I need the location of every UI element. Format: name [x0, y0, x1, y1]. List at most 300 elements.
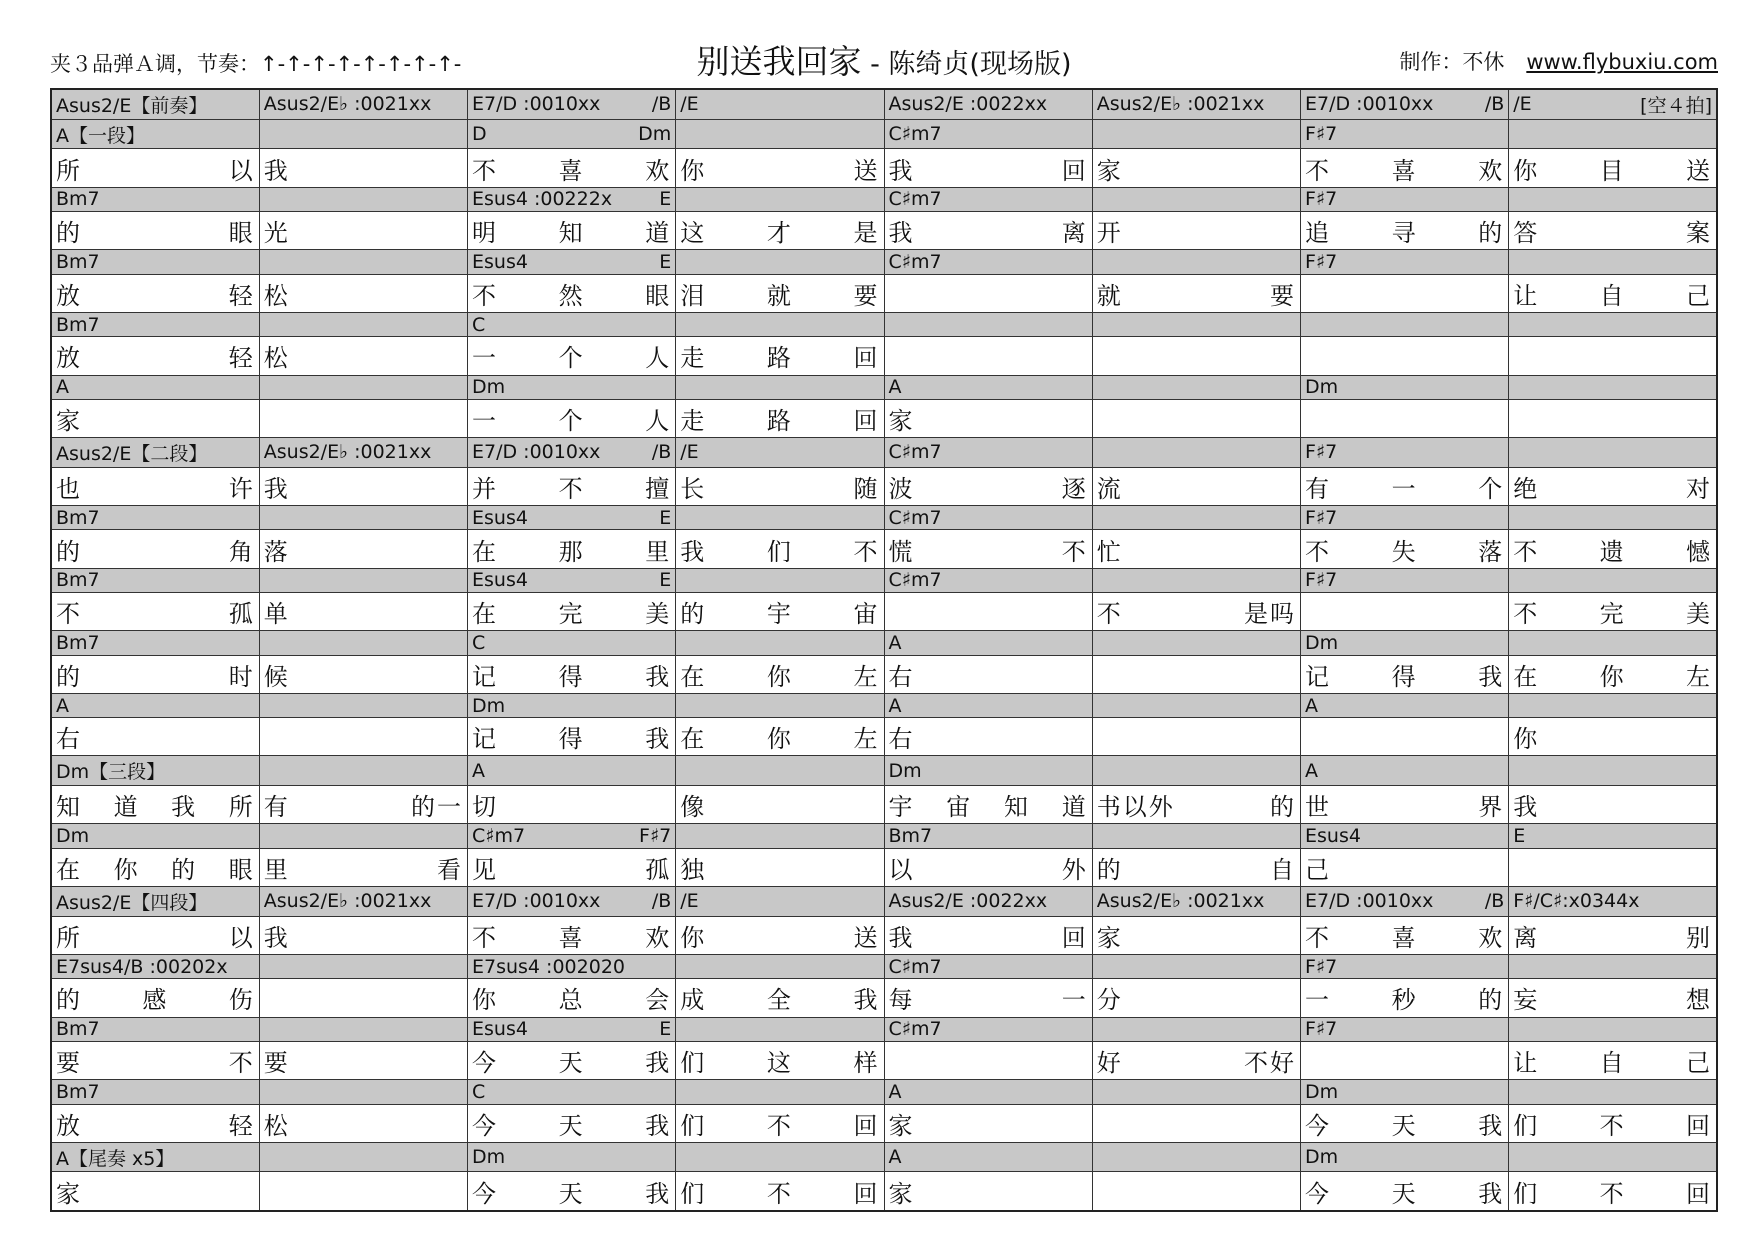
lyric-row: [51, 655, 1717, 693]
chord-symbol: /B: [1484, 890, 1505, 913]
chord-symbol: Asus2/E♭ :0021xx: [1096, 93, 1265, 116]
chord-cell: [468, 250, 676, 274]
chord-symbol: /B: [651, 890, 672, 913]
chord-cell: [468, 506, 676, 530]
chord-cell: [1092, 1142, 1300, 1172]
chord-symbol: A: [888, 1080, 902, 1103]
lyric-syllable: 个: [1478, 474, 1505, 503]
lyric-cell: [1509, 399, 1717, 437]
capo-text: 夹３品弹Ａ调，节奏：: [50, 52, 260, 76]
lyric-syllable: 孤: [228, 600, 255, 629]
lyric-cell: [1092, 467, 1300, 505]
lyric-cell: [468, 848, 676, 886]
chord-cell: [676, 89, 884, 119]
lyric-syllable: 的: [56, 662, 82, 691]
lyric-cell: [1509, 786, 1717, 824]
lyric-syllable: 绝: [1513, 474, 1540, 503]
lyric-syllable: 想: [1686, 986, 1712, 1015]
lyric-cell: [468, 1041, 676, 1079]
chord-cell: [51, 631, 259, 655]
lyric-cell: [1092, 979, 1300, 1017]
chord-symbol: F♯7: [1305, 569, 1338, 592]
website-link[interactable]: www.flybuxiu.com: [1526, 50, 1718, 74]
lyric-syllable: 回: [1061, 156, 1088, 185]
lyric-syllable: 书以外: [1096, 793, 1175, 822]
lyric-cell: [676, 786, 884, 824]
lyric-syllable: 我: [645, 1111, 672, 1140]
chord-symbol: Dm: [638, 123, 672, 146]
lyric-cell: [259, 848, 467, 886]
lyric-syllable: 要: [853, 281, 880, 310]
chord-symbol: A: [888, 376, 902, 399]
lyric-syllable: 左: [853, 662, 880, 691]
chord-symbol: Esus4: [472, 506, 528, 529]
chord-symbol: E: [659, 569, 672, 592]
chord-row: [51, 1080, 1717, 1104]
lyric-cell: [1092, 1172, 1300, 1211]
lyric-syllable: 送: [853, 923, 880, 952]
chord-symbol: F♯7: [1305, 955, 1338, 978]
lyric-syllable: 擅: [645, 474, 672, 503]
chord-row: [51, 438, 1717, 468]
lyric-syllable: 欢: [1478, 156, 1505, 185]
chord-cell: [1509, 506, 1717, 530]
lyric-syllable: 回: [853, 1179, 880, 1208]
lyric-cell: [259, 274, 467, 312]
lyric-syllable: 知: [1004, 793, 1030, 822]
chord-cell: [884, 954, 1092, 978]
chord-cell: [676, 1080, 884, 1104]
chord-cell: [1301, 954, 1509, 978]
chord-symbol: Dm: [56, 825, 90, 848]
lyric-syllable: 你: [472, 986, 498, 1015]
lyric-syllable: 会: [645, 986, 672, 1015]
lyric-syllable: 全: [766, 986, 793, 1015]
lyric-cell: [468, 655, 676, 693]
chord-cell: [1092, 954, 1300, 978]
lyric-syllable: 波: [888, 474, 915, 503]
lyric-syllable: 时: [228, 662, 255, 691]
lyric-cell: [1301, 655, 1509, 693]
chord-symbol: F♯7: [1305, 188, 1338, 211]
chord-cell: [51, 375, 259, 399]
lyric-cell: [259, 467, 467, 505]
lyric-syllable: 得: [558, 662, 585, 691]
chord-symbol: A【尾奏 x5】: [56, 1147, 175, 1170]
lyric-cell: [1509, 718, 1717, 756]
lyric-syllable: 长: [680, 474, 707, 503]
chord-symbol: C♯m7: [888, 955, 942, 978]
chord-cell: [1301, 568, 1509, 592]
lyric-cell: [1509, 848, 1717, 886]
lyric-syllable: 喜: [1391, 923, 1418, 952]
lyric-syllable: 切: [472, 793, 498, 822]
chord-symbol: E7sus4/B :00202x: [56, 955, 228, 978]
chord-cell: [1301, 1142, 1509, 1172]
lyric-cell: [676, 467, 884, 505]
chord-cell: [259, 568, 467, 592]
chord-symbol: Esus4: [1305, 825, 1361, 848]
chord-symbol: C♯m7: [888, 569, 942, 592]
lyric-syllable: 眼: [228, 219, 255, 248]
lyric-syllable: 不: [853, 537, 880, 566]
lyric-syllable: 妄: [1513, 986, 1540, 1015]
lyric-syllable: 一: [472, 407, 498, 435]
lyric-cell: [259, 786, 467, 824]
lyric-syllable: 们: [1513, 1179, 1540, 1208]
lyric-syllable: 松: [263, 1111, 290, 1140]
lyric-syllable: 家: [56, 407, 82, 435]
chord-cell: [1301, 506, 1509, 530]
chord-cell: [1092, 1017, 1300, 1041]
chord-symbol: A: [472, 759, 485, 782]
chord-cell: [1301, 824, 1509, 848]
lyric-syllable: 回: [853, 344, 880, 373]
lyric-syllable: 独: [680, 855, 707, 884]
lyric-syllable: 得: [558, 725, 585, 754]
chord-row: [51, 89, 1717, 119]
chord-symbol: Esus4: [472, 1018, 528, 1041]
lyric-syllable: 我: [1478, 1179, 1505, 1208]
chord-symbol: A: [56, 376, 69, 399]
chord-symbol: Dm: [1305, 631, 1339, 654]
chord-cell: [1092, 312, 1300, 336]
lyric-syllable: 己: [1305, 855, 1331, 884]
chord-row: [51, 756, 1717, 786]
lyric-syllable: 右: [888, 662, 915, 691]
chord-cell: [884, 250, 1092, 274]
lyric-syllable: 有: [1305, 474, 1331, 503]
lyric-syllable: 离: [1061, 219, 1088, 248]
chord-cell: [884, 312, 1092, 336]
chord-cell: [1301, 693, 1509, 717]
lyric-syllable: 寻: [1391, 219, 1418, 248]
lyric-cell: [676, 212, 884, 250]
credits: [1399, 46, 1718, 76]
chord-cell: [884, 568, 1092, 592]
chord-symbol: Dm: [472, 1146, 506, 1169]
lyric-cell: [259, 337, 467, 375]
lyric-cell: [51, 274, 259, 312]
lyric-cell: [259, 149, 467, 187]
lyric-syllable: 你: [766, 725, 793, 754]
lyric-syllable: 好: [1096, 1049, 1123, 1078]
lyric-syllable: 你: [1513, 725, 1540, 754]
chord-symbol: A: [888, 694, 902, 717]
chord-row: [51, 887, 1717, 917]
lyric-syllable: 们: [680, 1179, 707, 1208]
lyric-syllable: 宇: [888, 793, 915, 822]
chord-row: [51, 119, 1717, 149]
lyric-syllable: 送: [1686, 156, 1712, 185]
chord-symbol: Asus2/E【二段】: [56, 442, 208, 465]
lyric-syllable: 不: [1305, 537, 1331, 566]
lyric-syllable: 天: [1391, 1179, 1418, 1208]
lyric-cell: [1509, 1172, 1717, 1211]
chord-symbol: F♯7: [1305, 506, 1338, 529]
lyric-syllable: 记: [472, 725, 498, 754]
lyric-cell: [884, 467, 1092, 505]
lyric-cell: [676, 718, 884, 756]
lyric-cell: [1509, 337, 1717, 375]
chord-symbol: Asus2/E :0022xx: [888, 93, 1048, 116]
sheet-header: [50, 36, 1718, 86]
lyric-syllable: 我: [888, 923, 915, 952]
lyric-syllable: 是: [853, 219, 880, 248]
chord-cell: [468, 312, 676, 336]
lyric-row: [51, 1104, 1717, 1142]
lyric-syllable: 美: [1686, 600, 1712, 629]
lyric-cell: [1092, 399, 1300, 437]
chord-symbol: C: [472, 1080, 486, 1103]
lyric-row: [51, 1041, 1717, 1079]
chord-cell: [1301, 89, 1509, 119]
lyric-row: [51, 149, 1717, 187]
lyric-syllable: 宙: [853, 600, 880, 629]
chord-symbol: /B: [1484, 93, 1505, 116]
chord-symbol: Dm: [1305, 1146, 1339, 1169]
lyric-cell: [259, 718, 467, 756]
lyric-syllable: 回: [1061, 923, 1088, 952]
lyric-cell: [259, 1172, 467, 1211]
lyric-cell: [1092, 212, 1300, 250]
chord-symbol: C: [472, 631, 486, 654]
lyric-syllable: 我: [853, 986, 880, 1015]
lyric-syllable: 我: [263, 474, 290, 503]
lyric-cell: [676, 593, 884, 631]
lyric-cell: [676, 1104, 884, 1142]
lyric-syllable: 界: [1478, 793, 1505, 822]
chord-cell: [1092, 89, 1300, 119]
lyric-syllable: 完: [1599, 600, 1626, 629]
chord-row: [51, 568, 1717, 592]
lyric-cell: [1301, 149, 1509, 187]
chord-cell: [259, 1142, 467, 1172]
chord-cell: [676, 119, 884, 149]
lyric-cell: [259, 593, 467, 631]
lyric-cell: [51, 718, 259, 756]
lyric-cell: [884, 212, 1092, 250]
lyric-syllable: 美: [645, 600, 672, 629]
lyric-syllable: 今: [472, 1049, 498, 1078]
chord-symbol: Bm7: [888, 825, 933, 848]
chord-symbol: Bm7: [56, 313, 100, 336]
chord-symbol: Esus4 :00222x: [472, 188, 613, 211]
lyric-cell: [51, 916, 259, 954]
lyric-cell: [51, 467, 259, 505]
chord-cell: [884, 756, 1092, 786]
lyric-syllable: 路: [766, 407, 793, 435]
lyric-syllable: 个: [558, 344, 585, 373]
chord-symbol: E: [659, 188, 672, 211]
chord-cell: [1092, 693, 1300, 717]
lyric-row: [51, 718, 1717, 756]
chord-cell: [51, 1080, 259, 1104]
lyric-syllable: 喜: [558, 923, 585, 952]
chord-symbol: E: [659, 506, 672, 529]
lyric-syllable: 家: [888, 1111, 915, 1140]
chord-cell: [1092, 250, 1300, 274]
lyric-syllable: 眼: [645, 281, 672, 310]
chord-cell: [51, 824, 259, 848]
lyric-cell: [884, 149, 1092, 187]
lyric-syllable: 今: [1305, 1179, 1331, 1208]
lyric-syllable: 走: [680, 407, 707, 435]
lyric-syllable: 以: [228, 923, 255, 952]
lyric-syllable: 知: [558, 219, 585, 248]
lyric-syllable: 世: [1305, 793, 1331, 822]
chord-cell: [259, 887, 467, 917]
lyric-cell: [468, 212, 676, 250]
lyric-cell: [676, 337, 884, 375]
lyric-syllable: 左: [853, 725, 880, 754]
lyric-syllable: 我: [171, 793, 198, 822]
lyric-cell: [1301, 467, 1509, 505]
lyric-syllable: 单: [263, 600, 290, 629]
lyric-cell: [51, 212, 259, 250]
chord-symbol: A: [56, 694, 69, 717]
chord-cell: [259, 506, 467, 530]
chord-symbol: C♯m7: [888, 188, 942, 211]
chord-cell: [1092, 887, 1300, 917]
lyric-syllable: 在: [680, 662, 707, 691]
chord-cell: [259, 1017, 467, 1041]
chord-cell: [1509, 1017, 1717, 1041]
chord-symbol: E7/D :0010xx: [1305, 890, 1434, 913]
lyric-syllable: 并: [472, 474, 498, 503]
lyric-syllable: 这: [680, 219, 707, 248]
lyric-syllable: 在: [1513, 662, 1540, 691]
chord-cell: [468, 89, 676, 119]
lyric-syllable: 一: [1391, 474, 1418, 503]
chord-symbol: Bm7: [56, 569, 100, 592]
chord-cell: [676, 568, 884, 592]
chord-cell: [468, 119, 676, 149]
chord-cell: [1509, 887, 1717, 917]
lyric-cell: [1509, 593, 1717, 631]
chord-cell: [51, 568, 259, 592]
chord-symbol: Dm: [472, 376, 506, 399]
lyric-syllable: 今: [1305, 1111, 1331, 1140]
lyric-cell: [1301, 786, 1509, 824]
lyric-syllable: 一: [1305, 986, 1331, 1015]
lyric-row: [51, 916, 1717, 954]
chord-cell: [1509, 375, 1717, 399]
lyric-syllable: 流: [1096, 474, 1123, 503]
lyric-syllable: 欢: [1478, 923, 1505, 952]
chord-symbol: D: [472, 123, 487, 146]
lyric-cell: [1509, 467, 1717, 505]
lyric-syllable: 不: [1513, 537, 1540, 566]
chord-cell: [884, 824, 1092, 848]
lyric-syllable: 喜: [558, 156, 585, 185]
chord-symbol: E7sus4 :002020: [472, 955, 625, 978]
chord-symbol: A: [1305, 759, 1318, 782]
lyric-row: [51, 979, 1717, 1017]
chord-symbol: Esus4: [472, 250, 528, 273]
lyric-syllable: 的: [171, 855, 198, 884]
lyric-syllable: 你: [113, 855, 140, 884]
lyric-syllable: 里: [645, 537, 672, 566]
lyric-syllable: 己: [1686, 1049, 1712, 1078]
lyric-syllable: 里: [263, 855, 290, 884]
lyric-syllable: 我: [680, 537, 707, 566]
lyric-syllable: 家: [56, 1179, 82, 1208]
lyric-syllable: 要: [56, 1049, 82, 1078]
lyric-syllable: 一: [1061, 986, 1088, 1015]
lyric-syllable: 逐: [1061, 474, 1088, 503]
lyric-syllable: 不: [1096, 600, 1123, 629]
chord-cell: [676, 312, 884, 336]
lyric-syllable: 你: [766, 662, 793, 691]
lyric-cell: [1301, 212, 1509, 250]
chord-cell: [1092, 756, 1300, 786]
lyric-cell: [1092, 848, 1300, 886]
lyric-syllable: 我: [645, 725, 672, 754]
lyric-syllable: 看: [437, 855, 463, 884]
chord-cell: [259, 119, 467, 149]
lyric-cell: [259, 979, 467, 1017]
lyric-cell: [468, 399, 676, 437]
chord-cell: [259, 312, 467, 336]
lyric-syllable: 放: [56, 344, 82, 373]
chord-symbol: F♯7: [1305, 1018, 1338, 1041]
chord-cell: [468, 1080, 676, 1104]
lyric-syllable: 泪: [680, 281, 707, 310]
lyric-syllable: 左: [1686, 662, 1712, 691]
lyric-cell: [1301, 1104, 1509, 1142]
lyric-syllable: 感: [142, 986, 169, 1015]
chord-symbol: /B: [651, 93, 672, 116]
lyric-cell: [884, 848, 1092, 886]
lyric-syllable: 伤: [228, 986, 255, 1015]
lyric-cell: [884, 786, 1092, 824]
lyric-syllable: 失: [1391, 537, 1418, 566]
lyric-syllable: 样: [853, 1049, 880, 1078]
lyric-syllable: 你: [680, 156, 707, 185]
lyric-cell: [676, 1172, 884, 1211]
chord-cell: [51, 119, 259, 149]
chord-cell: [1301, 887, 1509, 917]
lyric-cell: [676, 399, 884, 437]
lyric-syllable: 目: [1599, 156, 1626, 185]
lyric-cell: [676, 916, 884, 954]
lyric-cell: [51, 655, 259, 693]
lyric-syllable: 角: [228, 537, 255, 566]
lyric-syllable: 落: [263, 537, 290, 566]
lyric-cell: [1092, 718, 1300, 756]
chord-cell: [468, 375, 676, 399]
lyric-cell: [468, 1172, 676, 1211]
lyric-syllable: 的: [680, 600, 707, 629]
lyric-syllable: 要: [1270, 281, 1296, 310]
chord-cell: [676, 506, 884, 530]
lyric-syllable: 在: [472, 537, 498, 566]
lyric-syllable: 开: [1096, 219, 1123, 248]
lyric-cell: [1509, 274, 1717, 312]
chord-cell: [1092, 119, 1300, 149]
chord-symbol: F♯7: [639, 825, 672, 848]
lyric-syllable: 是吗: [1244, 600, 1296, 629]
chord-cell: [1509, 568, 1717, 592]
lyric-syllable: 的: [1478, 986, 1505, 1015]
chord-symbol: Asus2/E :0022xx: [888, 890, 1048, 913]
lyric-cell: [468, 979, 676, 1017]
lyric-cell: [259, 399, 467, 437]
chord-cell: [1092, 631, 1300, 655]
chord-cell: [259, 438, 467, 468]
song-name: 别送我回家: [696, 42, 862, 81]
